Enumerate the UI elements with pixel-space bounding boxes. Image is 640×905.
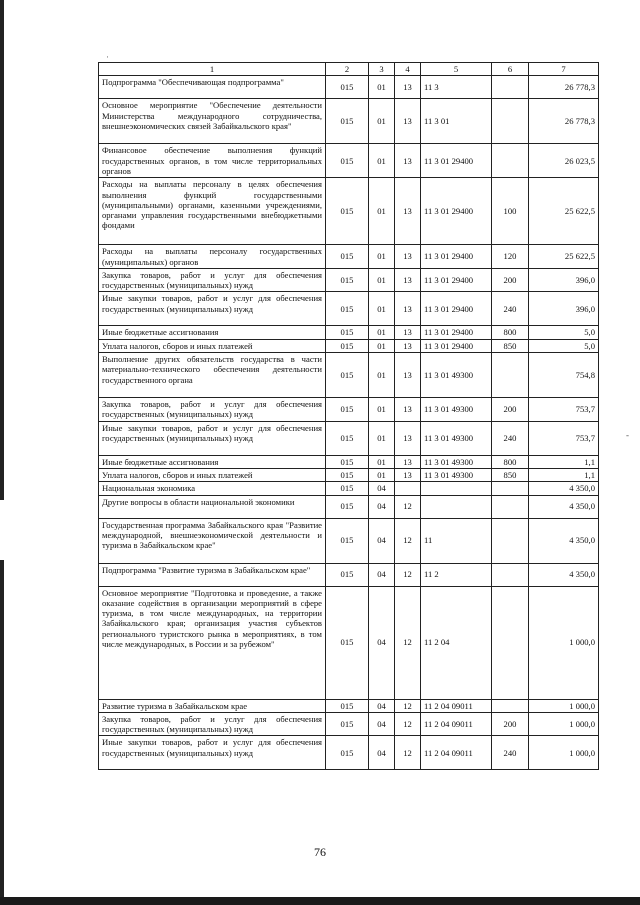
table-cell: 1 000,0: [529, 699, 599, 712]
scan-left-edge-gap: [0, 500, 4, 560]
scan-margin-mark: -: [626, 430, 629, 440]
table-cell: 26 023,5: [529, 144, 599, 178]
header-cell: 3: [369, 63, 395, 76]
row-label-cell: Расходы на выплаты персоналу в целях обеспечения выполнения функций государственными (муниципальными) органами, казенными учреждениями, органами управления государственными внебюджетными фондами: [99, 178, 326, 245]
budget-table: [98, 62, 599, 770]
table-row: [99, 353, 599, 398]
table-cell: 015: [326, 455, 369, 468]
row-label-cell: Государственная программа Забайкальского края "Развитие международной, внешнеэкономической деятельности и туризма в Забайкальском крае": [99, 518, 326, 563]
table-cell: 26 778,3: [529, 99, 599, 144]
table-cell: 015: [326, 563, 369, 586]
table-cell: 01: [369, 292, 395, 326]
row-label-cell: Другие вопросы в области национальной экономики: [99, 495, 326, 518]
row-label-cell: Подпрограмма "Обеспечивающая подпрограмма": [99, 76, 326, 99]
table-cell: 11 3 01 29400: [421, 178, 492, 245]
table-row: [99, 99, 599, 144]
table-row: [99, 144, 599, 178]
scan-left-edge: [0, 0, 4, 905]
table-cell: 200: [492, 398, 529, 422]
table-cell: 850: [492, 339, 529, 352]
table-cell: 13: [395, 468, 421, 481]
table-cell: [492, 563, 529, 586]
table-cell: [492, 586, 529, 699]
scan-speck: ·: [106, 52, 109, 62]
table-row: [99, 245, 599, 269]
row-label-cell: Иные бюджетные ассигнования: [99, 455, 326, 468]
table-cell: 015: [326, 245, 369, 269]
table-cell: 01: [369, 339, 395, 352]
table-cell: 04: [369, 495, 395, 518]
table-cell: 1 000,0: [529, 712, 599, 736]
table-cell: 25 622,5: [529, 245, 599, 269]
table-cell: 12: [395, 712, 421, 736]
table-cell: 4 350,0: [529, 482, 599, 495]
table-cell: 12: [395, 699, 421, 712]
table-cell: 240: [492, 292, 529, 326]
table-cell: 015: [326, 326, 369, 339]
table-cell: 01: [369, 99, 395, 144]
table-cell: 200: [492, 268, 529, 292]
table-cell: 754,8: [529, 353, 599, 398]
table-row: [99, 292, 599, 326]
table-cell: 11 3 01 29400: [421, 144, 492, 178]
table-cell: 01: [369, 76, 395, 99]
table-cell: [492, 99, 529, 144]
table-cell: 396,0: [529, 292, 599, 326]
table-cell: 015: [326, 76, 369, 99]
table-cell: 015: [326, 495, 369, 518]
table-cell: [421, 482, 492, 495]
table-cell: 01: [369, 353, 395, 398]
row-label-cell: Иные закупки товаров, работ и услуг для обеспечения государственных (муниципальных) нужд: [99, 292, 326, 326]
table-cell: 01: [369, 398, 395, 422]
table-cell: 015: [326, 398, 369, 422]
table-cell: 13: [395, 245, 421, 269]
header-cell: 4: [395, 63, 421, 76]
row-label-cell: Закупка товаров, работ и услуг для обеспечения государственных (муниципальных) нужд: [99, 398, 326, 422]
table-cell: 11 3 01 29400: [421, 292, 492, 326]
table-cell: 800: [492, 326, 529, 339]
table-cell: 11 2 04 09011: [421, 736, 492, 770]
table-row: [99, 76, 599, 99]
table-cell: 015: [326, 268, 369, 292]
table-cell: 25 622,5: [529, 178, 599, 245]
table-cell: 1 000,0: [529, 736, 599, 770]
table-cell: 13: [395, 76, 421, 99]
table-cell: 11 3 01 49300: [421, 421, 492, 455]
table-cell: 13: [395, 326, 421, 339]
table-row: [99, 563, 599, 586]
table-cell: 01: [369, 326, 395, 339]
header-cell: 1: [99, 63, 326, 76]
table-cell: 5,0: [529, 339, 599, 352]
table-cell: 015: [326, 421, 369, 455]
table-cell: 11 3 01 49300: [421, 353, 492, 398]
table-cell: 015: [326, 518, 369, 563]
table-cell: 11 3 01 29400: [421, 326, 492, 339]
table-cell: 13: [395, 144, 421, 178]
table-cell: 01: [369, 144, 395, 178]
table-row: [99, 586, 599, 699]
table-cell: 11: [421, 518, 492, 563]
table-cell: 11 2 04 09011: [421, 712, 492, 736]
table-cell: [492, 699, 529, 712]
table-cell: 11 2 04 09011: [421, 699, 492, 712]
table-cell: 800: [492, 455, 529, 468]
row-label-cell: Закупка товаров, работ и услуг для обеспечения государственных (муниципальных) нужд: [99, 268, 326, 292]
table-cell: 04: [369, 712, 395, 736]
table-cell: 01: [369, 268, 395, 292]
table-cell: 13: [395, 353, 421, 398]
table-cell: 11 3 01 29400: [421, 339, 492, 352]
row-label-cell: Уплата налогов, сборов и иных платежей: [99, 339, 326, 352]
table-row: [99, 455, 599, 468]
row-label-cell: Уплата налогов, сборов и иных платежей: [99, 468, 326, 481]
table-cell: 015: [326, 144, 369, 178]
table-cell: 1,1: [529, 468, 599, 481]
table-cell: 13: [395, 292, 421, 326]
table-cell: [395, 482, 421, 495]
table-cell: 11 3 01: [421, 99, 492, 144]
header-cell: 7: [529, 63, 599, 76]
row-label-cell: Иные закупки товаров, работ и услуг для обеспечения государственных (муниципальных) нужд: [99, 736, 326, 770]
table-cell: 11 3 01 49300: [421, 398, 492, 422]
table-cell: 120: [492, 245, 529, 269]
table-cell: 12: [395, 736, 421, 770]
table-cell: 015: [326, 353, 369, 398]
table-cell: 04: [369, 518, 395, 563]
row-label-cell: Подпрограмма "Развитие туризма в Забайкальском крае": [99, 563, 326, 586]
table-cell: 753,7: [529, 398, 599, 422]
table-cell: 015: [326, 586, 369, 699]
row-label-cell: Основное мероприятие "Подготовка и проведение, а также оказание содействия в организации мероприятий в сфере туризма, в том числе международных, на территории Забайкальского края; организация участия субъектов регионального туристского рынка в мероприятиях, в том числе международных, в России и за рубежом": [99, 586, 326, 699]
table-cell: 13: [395, 268, 421, 292]
table-cell: 11 3: [421, 76, 492, 99]
table-cell: 100: [492, 178, 529, 245]
table-cell: 04: [369, 586, 395, 699]
table-cell: 015: [326, 736, 369, 770]
table-cell: 015: [326, 468, 369, 481]
table-row: [99, 699, 599, 712]
table-row: [99, 421, 599, 455]
table-cell: [492, 144, 529, 178]
table-cell: 04: [369, 563, 395, 586]
table-cell: 11 2: [421, 563, 492, 586]
row-label-cell: Развитие туризма в Забайкальском крае: [99, 699, 326, 712]
row-label-cell: Финансовое обеспечение выполнения функций государственных органов, в том числе территориальных органов: [99, 144, 326, 178]
table-row: [99, 268, 599, 292]
table-row: [99, 339, 599, 352]
header-cell: 5: [421, 63, 492, 76]
table-row: [99, 326, 599, 339]
table-cell: 12: [395, 563, 421, 586]
scan-bottom-edge: [0, 897, 640, 905]
table-cell: 26 778,3: [529, 76, 599, 99]
row-label-cell: Иные закупки товаров, работ и услуг для обеспечения государственных (муниципальных) нужд: [99, 421, 326, 455]
table-cell: 240: [492, 736, 529, 770]
table-row: [99, 518, 599, 563]
table-cell: 13: [395, 339, 421, 352]
table-cell: 015: [326, 482, 369, 495]
table-cell: 1 000,0: [529, 586, 599, 699]
row-label-cell: Выполнение других обязательств государства в части материально-технического обеспечения деятельности государственного органа: [99, 353, 326, 398]
table-cell: [421, 495, 492, 518]
table-cell: 015: [326, 292, 369, 326]
table-row: [99, 178, 599, 245]
table-cell: 015: [326, 339, 369, 352]
row-label-cell: Иные бюджетные ассигнования: [99, 326, 326, 339]
table-cell: 11 3 01 29400: [421, 268, 492, 292]
table-cell: [492, 518, 529, 563]
table-cell: 01: [369, 178, 395, 245]
table-cell: 13: [395, 99, 421, 144]
table-cell: 1,1: [529, 455, 599, 468]
table-row: [99, 482, 599, 495]
table-cell: 04: [369, 699, 395, 712]
table-cell: 015: [326, 712, 369, 736]
table-cell: 4 350,0: [529, 563, 599, 586]
page-number: 76: [314, 845, 326, 859]
table-row: [99, 712, 599, 736]
table-cell: 04: [369, 736, 395, 770]
table-cell: 01: [369, 421, 395, 455]
row-label-cell: Основное мероприятие "Обеспечение деятельности Министерства международного сотрудничества, внешнеэкономических связей Забайкальского края": [99, 99, 326, 144]
table-row: [99, 736, 599, 770]
table-cell: 13: [395, 178, 421, 245]
table-cell: 015: [326, 699, 369, 712]
table-cell: 01: [369, 468, 395, 481]
table-cell: 5,0: [529, 326, 599, 339]
table-cell: [492, 495, 529, 518]
table-cell: [492, 76, 529, 99]
table-cell: 11 3 01 29400: [421, 245, 492, 269]
table-cell: 12: [395, 586, 421, 699]
header-cell: 2: [326, 63, 369, 76]
table-cell: 753,7: [529, 421, 599, 455]
table-cell: 240: [492, 421, 529, 455]
table-cell: 12: [395, 495, 421, 518]
header-cell: 6: [492, 63, 529, 76]
table-cell: 04: [369, 482, 395, 495]
table-row: [99, 398, 599, 422]
table-cell: 11 3 01 49300: [421, 468, 492, 481]
table-cell: 13: [395, 421, 421, 455]
table-cell: 12: [395, 518, 421, 563]
table-cell: 11 3 01 49300: [421, 455, 492, 468]
table-cell: 11 2 04: [421, 586, 492, 699]
table-cell: 015: [326, 99, 369, 144]
table-cell: 13: [395, 455, 421, 468]
table-row: [99, 468, 599, 481]
table-cell: 850: [492, 468, 529, 481]
row-label-cell: Национальная экономика: [99, 482, 326, 495]
table-cell: 015: [326, 178, 369, 245]
table-cell: 01: [369, 245, 395, 269]
table-cell: 4 350,0: [529, 495, 599, 518]
table-cell: [492, 353, 529, 398]
table-row: [99, 495, 599, 518]
table-cell: 396,0: [529, 268, 599, 292]
table-cell: 200: [492, 712, 529, 736]
table-cell: 4 350,0: [529, 518, 599, 563]
table-cell: [492, 482, 529, 495]
row-label-cell: Расходы на выплаты персоналу государственных (муниципальных) органов: [99, 245, 326, 269]
table-cell: 01: [369, 455, 395, 468]
row-label-cell: Закупка товаров, работ и услуг для обеспечения государственных (муниципальных) нужд: [99, 712, 326, 736]
table-cell: 13: [395, 398, 421, 422]
table-header-row: [99, 63, 599, 76]
